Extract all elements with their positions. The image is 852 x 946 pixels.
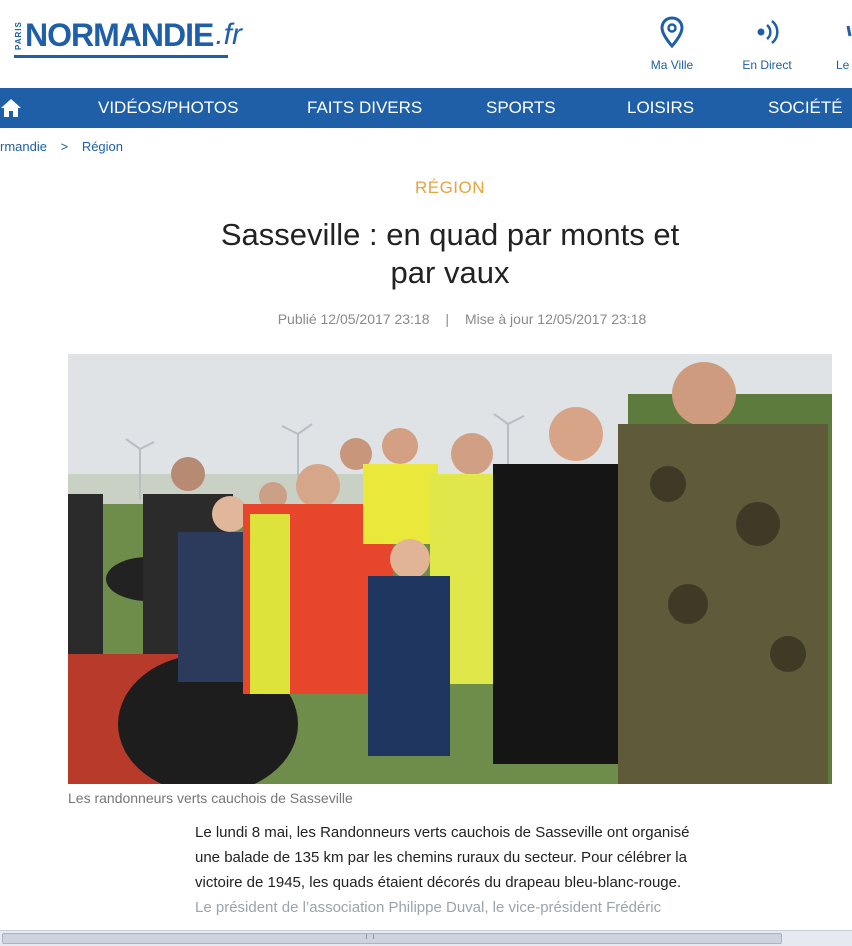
site-logo[interactable] — [14, 18, 242, 52]
published-date: Publié 12/05/2017 23:18 — [277, 311, 430, 327]
meta-separator: | — [445, 311, 450, 327]
nav-item-loisirs[interactable]: LOISIRS — [627, 98, 695, 117]
map-pin-icon — [642, 16, 702, 50]
breadcrumb-home-link[interactable]: rmandie — [0, 139, 47, 154]
main-nav — [0, 88, 852, 128]
partial-icon — [836, 16, 852, 50]
section-label[interactable]: RÉGION — [414, 178, 486, 197]
group-photo-illustration — [68, 354, 832, 784]
title-line-2: par vaux — [390, 255, 510, 290]
updated-date: Mise à jour 12/05/2017 23:18 — [464, 311, 647, 327]
logo-paris: PARIS — [14, 21, 23, 51]
broadcast-icon — [737, 16, 797, 50]
body-line-faded: Le président de l’association Philippe Duval, le vice-président Frédéric — [195, 899, 662, 916]
article-title — [180, 216, 720, 292]
article-meta — [0, 311, 852, 327]
scrollbar-grip-icon — [366, 934, 374, 939]
nav-item-videos-photos[interactable]: VIDÉOS/PHOTOS — [98, 98, 239, 117]
body-line-1: Le lundi 8 mai, les Randonneurs verts cauchois de Sasseville ont organisé — [195, 824, 690, 841]
site-header — [0, 0, 852, 88]
breadcrumb-separator: > — [60, 139, 69, 154]
title-line-1: Sasseville : en quad par monts et — [220, 217, 680, 252]
article-body — [195, 820, 715, 920]
en-direct-link[interactable] — [737, 16, 797, 72]
header-link-cut[interactable] — [836, 16, 852, 72]
horizontal-scrollbar[interactable] — [0, 930, 852, 946]
home-icon[interactable] — [0, 96, 22, 120]
en-direct-label: En Direct — [742, 58, 792, 72]
body-line-2: une balade de 135 km par les chemins ruraux du secteur. Pour célébrer la — [195, 849, 687, 866]
ma-ville-link[interactable] — [642, 16, 702, 72]
scrollbar-thumb[interactable] — [2, 933, 782, 944]
logo-tld: .fr — [215, 18, 242, 51]
breadcrumb — [0, 139, 123, 154]
nav-item-sports[interactable]: SPORTS — [486, 98, 556, 117]
nav-item-societe[interactable]: SOCIÉTÉ — [768, 98, 843, 117]
breadcrumb-region-link[interactable]: Région — [81, 139, 124, 154]
logo-normandie: NORMANDIE — [25, 17, 214, 53]
body-line-3: victoire de 1945, les quads étaient décorés du drapeau bleu-blanc-rouge. — [195, 874, 682, 891]
photo-caption: Les randonneurs verts cauchois de Sasseville — [68, 790, 353, 806]
header-link-cut-label: Le — [836, 58, 850, 72]
logo-underline — [14, 55, 228, 58]
nav-item-faits-divers[interactable]: FAITS DIVERS — [307, 98, 423, 117]
ma-ville-label: Ma Ville — [650, 58, 694, 72]
article-photo[interactable] — [68, 354, 832, 784]
